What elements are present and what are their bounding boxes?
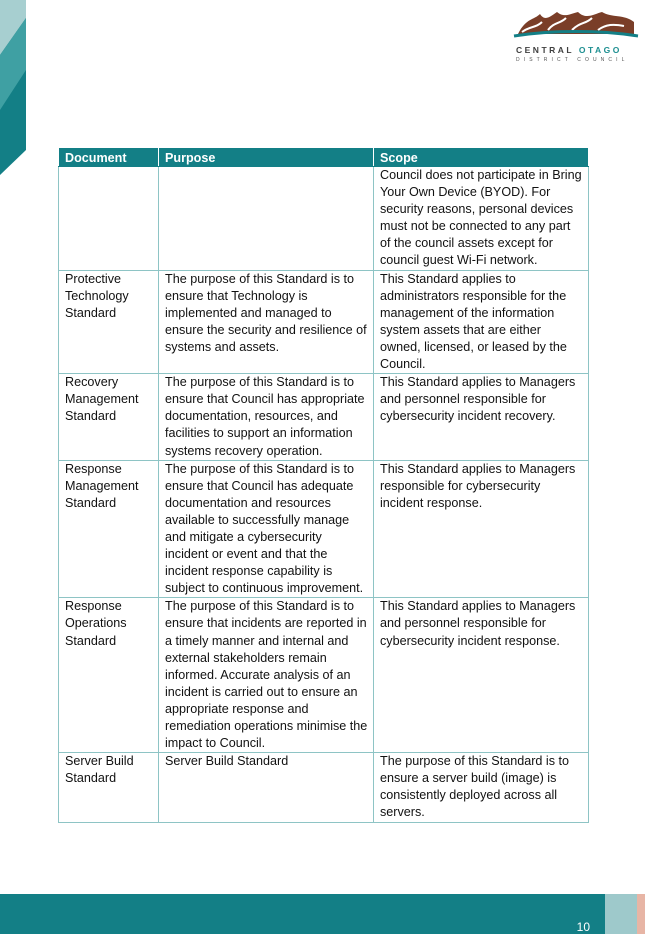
left-edge-decoration [0,0,26,175]
cell-scope: This Standard applies to Managers and personnel responsible for cybersecurity incident response. [374,598,589,753]
footer-bar [0,894,605,934]
table-row [59,460,589,598]
logo-word-otago: OTAGO [578,45,622,55]
cell-document: Server Build Standard [59,753,159,822]
standards-table [58,147,589,823]
table-row [59,753,589,822]
cell-document: Response Operations Standard [59,598,159,753]
cell-purpose: Server Build Standard [159,753,374,822]
cell-purpose: The purpose of this Standard is to ensure that Technology is implemented and managed to ensure the security and resilience of systems and assets. [159,270,374,374]
header-document: Document [59,148,159,167]
logo-word-central: CENTRAL [516,45,574,55]
logo-subtitle: DISTRICT COUNCIL [516,57,629,63]
cell-document: Response Management Standard [59,460,159,598]
cell-scope: Council does not participate in Bring Your Own Device (BYOD). For security reasons, personal devices must not be connected to any part of the council assets except for council guest Wi-Fi network. [374,167,589,271]
cell-purpose: The purpose of this Standard is to ensure that Council has adequate documentation and resources available to successfully manage and mitigate a cybersecurity incident or event and that the incident response capability is subject to continuous improvement. [159,460,374,598]
page-number: 10 [576,920,590,934]
cell-purpose [159,167,374,271]
header-scope: Scope [374,148,589,167]
table-row [59,598,589,753]
table-row [59,374,589,460]
mountains-logo-icon [512,8,640,42]
cell-document: Recovery Management Standard [59,374,159,460]
cell-scope: This Standard applies to Managers and personnel responsible for cybersecurity incident recovery. [374,374,589,460]
header-purpose: Purpose [159,148,374,167]
cell-document: Protective Technology Standard [59,270,159,374]
table-header-row [59,148,589,167]
footer-accent-light [605,894,637,934]
cell-document [59,167,159,271]
cell-scope: The purpose of this Standard is to ensure a server build (image) is consistently deployed across all servers. [374,753,589,822]
table-row [59,167,589,271]
footer-accent-pink [637,894,645,934]
table-row [59,270,589,374]
cell-purpose: The purpose of this Standard is to ensure that incidents are reported in a timely manner and internal and external stakeholders remain informed. Accurate analysis of an incident is carried out to ensure an appropriate response and remediation operations minimise the impact to Council. [159,598,374,753]
cell-scope: This Standard applies to Managers responsible for cybersecurity incident response. [374,460,589,598]
logo-wordmark [516,45,640,55]
cell-scope: This Standard applies to administrators responsible for the management of the information system assets that are either owned, licensed, or leased by the Council. [374,270,589,374]
cell-purpose: The purpose of this Standard is to ensure that Council has appropriate documentation, resources, and facilities to support an information systems recovery operation. [159,374,374,460]
council-logo [512,8,640,63]
